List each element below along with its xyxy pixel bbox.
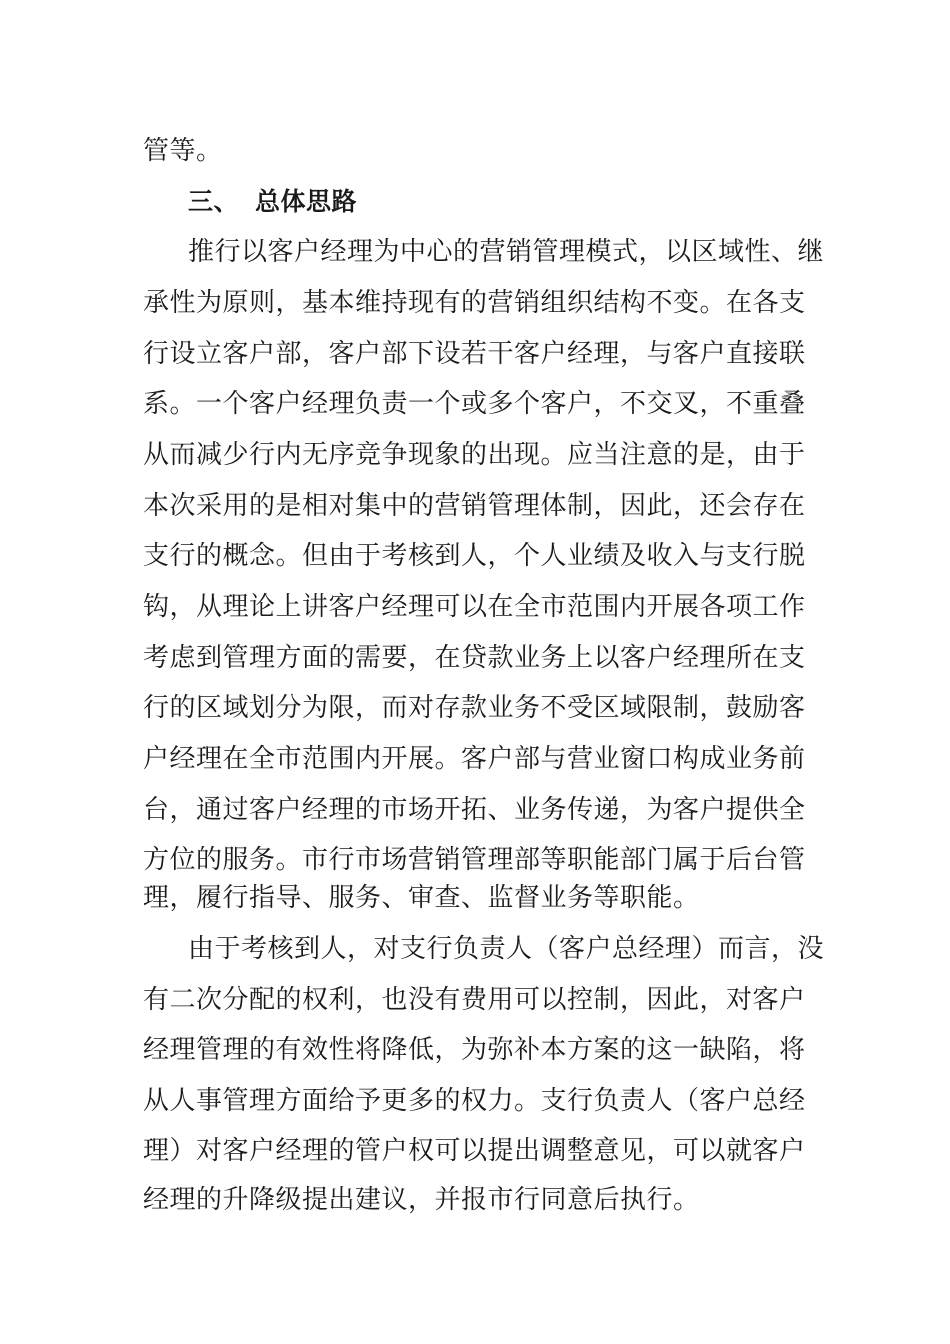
section-number: 三、 [188, 187, 240, 216]
section-title: 总体思路 [255, 187, 358, 216]
text-line: 户经理在全市范围内开展。客户部与营业窗口构成业务前 [143, 744, 806, 774]
text-line: 承性为原则，基本维持现有的营销组织结构不变。在各支 [143, 288, 806, 318]
text-line: 推行以客户经理为中心的营销管理模式，以区域性、继 [188, 237, 825, 267]
text-line: 经理管理的有效性将降低，为弥补本方案的这一缺陷，将 [143, 1035, 806, 1065]
text-line: 经理的升降级提出建议，并报市行同意后执行。 [143, 1185, 700, 1215]
text-line: 考虑到管理方面的需要，在贷款业务上以客户经理所在支 [143, 643, 806, 673]
text-line: 由于考核到人，对支行负责人（客户总经理）而言，没 [188, 934, 825, 964]
text-line: 有二次分配的权利，也没有费用可以控制，因此，对客户 [143, 985, 806, 1015]
text-line: 理）对客户经理的管户权可以提出调整意见，可以就客户 [143, 1136, 806, 1166]
text-line: 行的区域划分为限，而对存款业务不受区域限制，鼓励客 [143, 693, 806, 723]
text-line: 台，通过客户经理的市场开拓、业务传递，为客户提供全 [143, 795, 806, 825]
text-line: 理，履行指导、服务、审查、监督业务等职能。 [143, 883, 700, 913]
section-heading [188, 187, 357, 217]
text-line: 本次采用的是相对集中的营销管理体制，因此，还会存在 [143, 491, 806, 521]
text-line: 从人事管理方面给予更多的权力。支行负责人（客户总经 [143, 1086, 806, 1116]
text-line: 方位的服务。市行市场营销管理部等职能部门属于后台管 [143, 845, 806, 875]
text-line: 管等。 [143, 136, 223, 166]
text-line: 从而减少行内无序竞争现象的出现。应当注意的是，由于 [143, 440, 806, 470]
text-line: 行设立客户部，客户部下设若干客户经理，与客户直接联 [143, 339, 806, 369]
text-line: 钩，从理论上讲客户经理可以在全市范围内开展各项工作 [143, 592, 806, 622]
text-line: 支行的概念。但由于考核到人，个人业绩及收入与支行脱 [143, 541, 806, 571]
text-line: 系。一个客户经理负责一个或多个客户，不交叉，不重叠 [143, 389, 806, 419]
